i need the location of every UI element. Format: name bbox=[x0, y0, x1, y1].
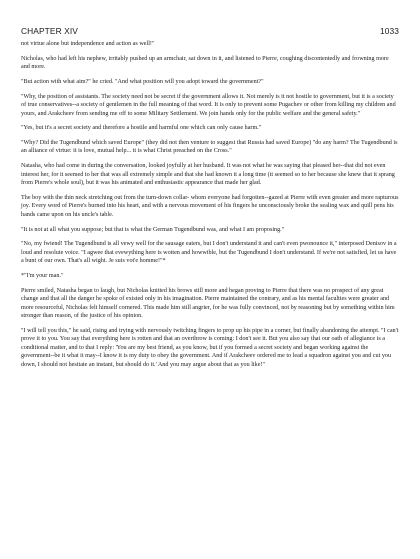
footnote: *"I'm your man." bbox=[21, 272, 64, 279]
paragraph: Pierre smiled, Natasha began to laugh, but Nicholas knitted his brows still more and began proving to Pierre that there was no prospect of any great change and that all the danger he spoke of existed only in his imagination. Pierre maintained the contrary, and as his mental faculties were greater and more resourceful, Nicholas felt himself cornered. This made him still angrier, for he was fully convinced, not by reasoning but by something within him stronger than reason, of the justice of his opinion. bbox=[21, 287, 395, 320]
page-header bbox=[21, 26, 399, 36]
paragraph: Nicholas, who had left his nephew, irritably pushed up an armchair, sat down in it, and listened to Pierre, coughing discontentedly and frowning more and more. bbox=[21, 55, 389, 71]
page-number: 1033 bbox=[379, 26, 399, 36]
paragraph: "Yes, but it's a secret society and therefore a hostile and harmful one which can only cause harm." bbox=[21, 125, 262, 132]
page-body bbox=[21, 40, 399, 369]
paragraph: not virtue alone but independence and action as well!" bbox=[21, 41, 155, 47]
paragraph: The boy with the thin neck stretching out from the turn-down collar- whom everyone had forgotten--gazed at Pierre with even greater and more rapturous joy. Every word of Pierre's burned into his heart, and with a nervous movement of his fingers he unconsciously broke the sealing wax and quill pens his hands came upon on his uncle's table. bbox=[21, 194, 399, 218]
paragraph: "It is not at all what you suppose; but that is what the German Tugendbund was, and what I am proposing." bbox=[21, 226, 285, 233]
paragraph: "But action with what aim?" he cried. "And what position will you adopt toward the government?" bbox=[21, 78, 264, 85]
paragraph: "Why? Did the Tugendbund which saved Europe" (they did not then venture to suggest that Russia had saved Europe) "do any harm? The Tugendbund is an alliance of virtue: it is love, mutual help... it is what Christ preached on the Cross." bbox=[21, 139, 398, 155]
paragraph: "I will tell you this," he said, rising and trying with nervously twitching fingers to prop up his pipe in a corner, but finally abandoning the attempt. "I can't prove it to you. You say that everything here is rotten and that an overthrow is coming: I don't see it. But you also say that our oath of allegiance is a conditional matter, and to that I reply: 'You are my best friend, as you know, but if you formed a secret society and began working against the government--be it what it may--I know it is my duty to obey the government. And if Arakcheev ordered me to lead a squadron against you and cut you down, I should not hesitate an instant, but should do it.' And you may argue about that as you like!" bbox=[21, 327, 399, 368]
paragraph: "Why, the position of assistants. The society need not be secret if the government allows it. Not merely is it not hostile to government, but it is a society of true conservatives--a society of gentlemen in the full meaning of that word. It is only to prevent some Pugachev or other from killing my children and yours, and Arakcheev from sending me off to some Military Settlement. We join hands only for the public welfare and the general safety." bbox=[21, 93, 396, 117]
chapter-title: CHAPTER XIV bbox=[21, 26, 78, 36]
paragraph: Natasha, who had come in during the conversation, looked joyfully at her husband. It was not what he was saying that pleased her--that did not even interest her, for it seemed to her that was all extremely simple and that she had known it a long time (it seemed so to her because she knew that it sprang from Pierre's whole soul), but it was his animated and enthusiastic appearance that made her glad. bbox=[21, 163, 395, 187]
paragraph: "No, my fwiend! The Tugendbund is all vewy well for the sausage eaters, but I don't understand it and can't even pwonounce it," interposed Denisov in a loud and resolute voice. "I agwee that evewything here is wotten and howwible, but the Tugendbund I don't understand. If we're not satisfied, let us have a bunt of our own. That's all wight. Je suis vot'e homme!"* bbox=[21, 241, 397, 265]
